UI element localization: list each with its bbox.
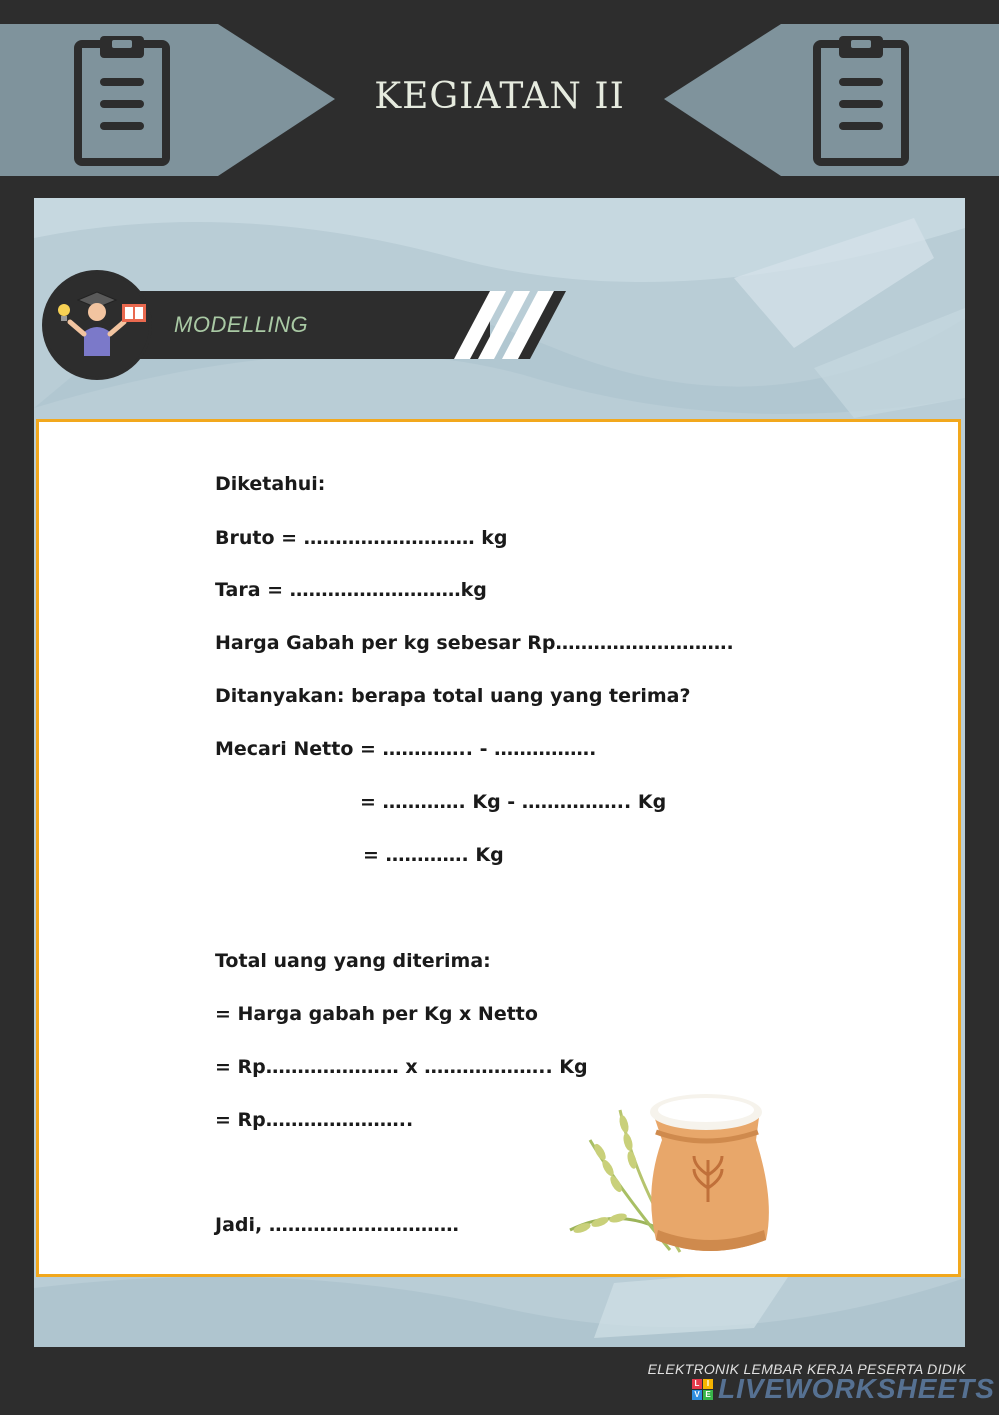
netto-result-line: = …………. Kg bbox=[363, 844, 504, 866]
teacher-icon bbox=[42, 270, 152, 380]
total-formula-line: = Harga gabah per Kg x Netto bbox=[215, 1003, 538, 1025]
netto-line: Mecari Netto = ………….. - ……………. bbox=[215, 738, 597, 760]
section-stripes bbox=[450, 291, 570, 359]
footer-caption: ELEKTRONIK LEMBAR KERJA PESERTA DIDIK bbox=[647, 1361, 966, 1377]
page-title: KEGIATAN II bbox=[374, 76, 625, 117]
tara-line: Tara = ………………………kg bbox=[215, 579, 487, 601]
price-line: Harga Gabah per kg sebesar Rp………………………. bbox=[215, 632, 734, 654]
total-result-line: = Rp………………….. bbox=[215, 1109, 414, 1131]
given-heading: Diketahui: bbox=[215, 473, 326, 495]
netto-step-line: = …………. Kg - …………….. Kg bbox=[360, 791, 667, 813]
header-banner bbox=[0, 0, 999, 200]
question-line: Ditanyakan: berapa total uang yang terima? bbox=[215, 685, 691, 707]
brand-name: LIVEWORKSHEETS bbox=[718, 1373, 995, 1404]
section-avatar bbox=[42, 270, 152, 380]
bruto-line: Bruto = ……………………… kg bbox=[215, 527, 508, 549]
section-label: MODELLING bbox=[174, 312, 309, 337]
total-heading: Total uang yang diterima: bbox=[215, 950, 491, 972]
total-step-line: = Rp………………… x ……………….. Kg bbox=[215, 1056, 588, 1078]
rice-sack-icon bbox=[560, 1080, 780, 1265]
conclusion-line: Jadi, ………………………… bbox=[215, 1214, 459, 1236]
